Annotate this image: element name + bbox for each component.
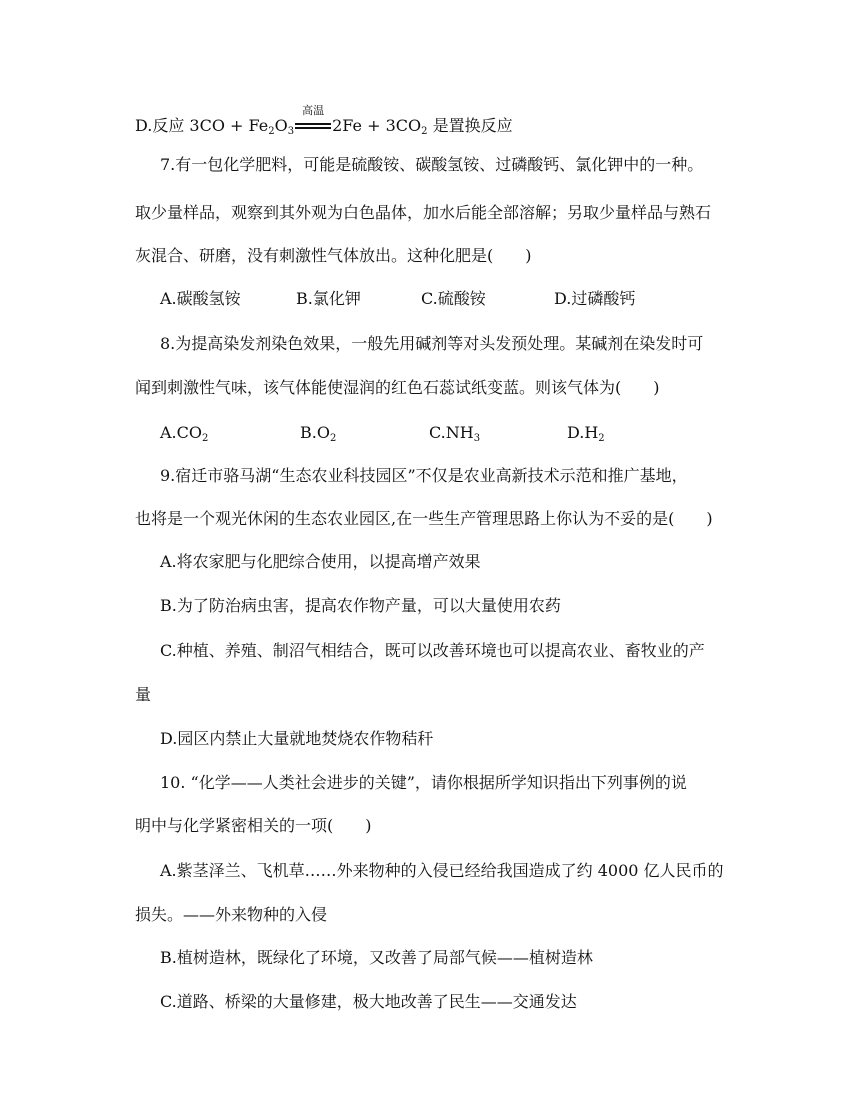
q6-option-d-prefix: D.反应 3CO + Fe — [135, 116, 269, 135]
q7-option-c: C.硫酸铵 — [421, 289, 486, 308]
q9-stem-line-2: 也将是一个观光休闲的生态农业园区,在一些生产管理思路上你认为不妥的是( ) — [135, 509, 713, 528]
q9-option-a: A.将农家肥与化肥综合使用，以提高增产效果 — [160, 552, 481, 571]
q8-option-a-text: A.CO — [160, 423, 202, 442]
q9-option-c-line-2: 量 — [135, 685, 152, 704]
q8-option-a — [160, 423, 208, 443]
fe-subscript: 2 — [268, 126, 275, 137]
q7-stem-line-2: 取少量样品，观察到其外观为白色晶体，加水后能全部溶解；另取少量样品与熟石 — [135, 203, 712, 222]
q7-stem-line-1: 7.有一包化学肥料，可能是硫酸铵、碳酸氢铵、过磷酸钙、氯化钾中的一种。 — [160, 155, 704, 174]
reaction-condition — [295, 104, 331, 132]
q8-option-d — [567, 423, 605, 443]
q8-option-b — [300, 423, 336, 443]
reaction-condition-label: 高温 — [302, 104, 325, 117]
oxygen-symbol: O — [274, 116, 288, 135]
q8-option-c-text: C.NH — [429, 423, 474, 442]
q6-option-d-suffix: 是置换反应 — [427, 116, 513, 135]
q7-option-b: B.氯化钾 — [296, 289, 361, 308]
q8-option-a-sub: 2 — [202, 433, 209, 444]
q10-stem-line-1: 10. “化学——人类社会进步的关键”，请你根据所学知识指出下列事例的说 — [160, 773, 687, 792]
q8-option-b-text: B.O — [300, 423, 330, 442]
q8-option-c-sub: 3 — [473, 433, 481, 444]
q9-stem-line-1: 9.宿迁市骆马湖“生态农业科技园区”不仅是农业高新技术示范和推广基地， — [160, 466, 688, 485]
q7-option-d: D.过磷酸钙 — [554, 289, 636, 308]
q9-option-c-line-1: C.种植、养殖、制沼气相结合，既可以改善环境也可以提高农业、畜牧业的产 — [160, 641, 705, 660]
q8-option-d-sub: 2 — [598, 433, 605, 444]
q7-option-a: A.碳酸氢铵 — [160, 289, 241, 308]
q10-stem-line-2: 明中与化学紧密相关的一项( ) — [135, 816, 372, 835]
q9-option-b: B.为了防治病虫害，提高农作物产量，可以大量使用农药 — [160, 596, 561, 615]
co2-subscript: 2 — [421, 126, 428, 137]
reaction-products: 2Fe + 3CO — [332, 116, 422, 135]
q8-option-c — [429, 423, 480, 443]
q8-stem-line-1: 8.为提高染发剂染色效果，一般先用碱剂等对头发预处理。某碱剂在染发时可 — [160, 334, 704, 353]
q10-option-c: C.道路、桥梁的大量修建，极大地改善了民生——交通发达 — [160, 992, 577, 1011]
q9-option-d: D.园区内禁止大量就地焚烧农作物秸秆 — [160, 729, 434, 748]
q10-option-a-line-2: 损失。——外来物种的入侵 — [135, 905, 328, 924]
q8-option-b-sub: 2 — [329, 433, 337, 444]
q10-option-b: B.植树造林，既绿化了环境，又改善了局部气候——植树造林 — [160, 948, 593, 967]
q8-stem-line-2: 闻到刺激性气味，该气体能使湿润的红色石蕊试纸变蓝。则该气体为( ) — [135, 378, 660, 397]
q8-option-d-text: D.H — [567, 423, 599, 442]
q10-option-a-line-1: A.紫茎泽兰、飞机草……外来物种的入侵已经给我国造成了约 4000 亿人民币的 — [160, 861, 724, 880]
q7-stem-line-3: 灰混合、研磨，没有刺激性气体放出。这种化肥是( ) — [135, 246, 532, 265]
o-subscript: 3 — [287, 126, 295, 137]
q6-option-d — [135, 104, 513, 137]
